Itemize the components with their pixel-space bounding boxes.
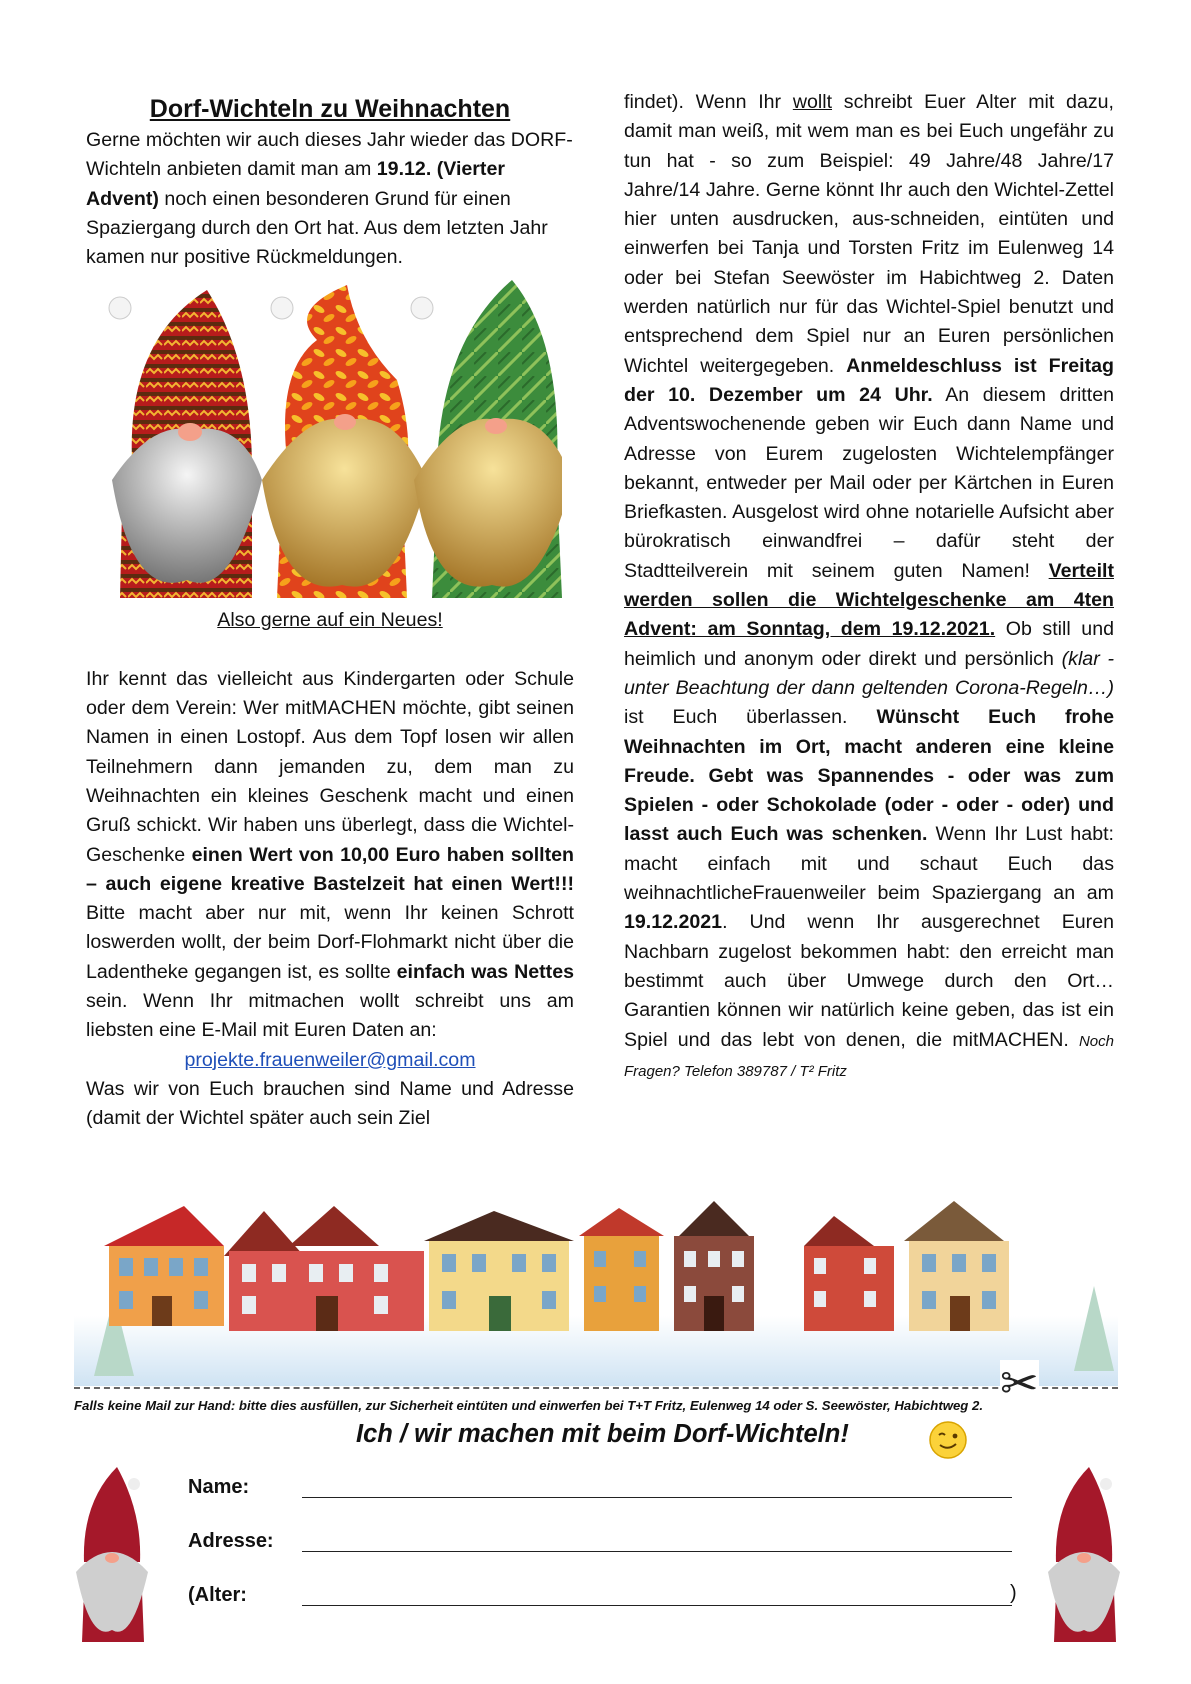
left-column bbox=[86, 92, 574, 1134]
village-illustration bbox=[74, 1196, 1118, 1386]
age-label: (Alter: bbox=[188, 1584, 247, 1606]
body-right-paragraph bbox=[624, 88, 1114, 1086]
corona-note: (klar - unter Beachtung der dann geltenden Corona-Regeln…) bbox=[624, 647, 1114, 699]
intro-advent: (Vierter Advent) bbox=[86, 158, 505, 210]
contact-phone: Noch Fragen? Telefon 389787 / T² Fritz bbox=[624, 1032, 1114, 1080]
cut-line bbox=[74, 1387, 1118, 1389]
right-text-1: findet). Wenn Ihr bbox=[624, 91, 793, 113]
name-field[interactable] bbox=[302, 1496, 1012, 1498]
deadline-text: Anmeldeschluss ist Freitag der 10. Dezember um 24 Uhr. bbox=[624, 354, 1114, 406]
caption: Also gerne auf ein Neues! bbox=[217, 609, 443, 632]
winking-smiley-icon bbox=[928, 1420, 968, 1460]
right-column bbox=[624, 88, 1114, 1086]
right-underlined-wollt: wollt bbox=[792, 91, 833, 113]
body-left-bold-nettes: einfach was Nettes bbox=[396, 960, 574, 983]
gnome-orange bbox=[262, 285, 427, 598]
body-left-text-1: Ihr kennt das vielleicht aus Kindergarten oder Schule oder dem Verein: Wer mitMACHEN möchte, gibt seinen Namen in einen Lostopf. Aus dem Topf losen wir allen Teilnehmern dann jemanden zu, dem man zu Weihnachten ein kleines Geschenk macht und einen Gruß schickt. Wir haben uns überlegt, dass die Wichtel-Geschenke bbox=[86, 667, 574, 866]
right-text-4: Ob still und heimlich und anonym oder direkt und persönlich bbox=[624, 618, 1114, 670]
right-text-7: . Und wenn Ihr ausgerechnet Euren Nachbarn zugelost bekommen habt: den erreicht man bestimmt auch über Umwege durch den Ort… Garantien können wir natürlich keine geben, das ist ein Spiel und das lebt von denen, die mitMACHEN. bbox=[624, 911, 1114, 1051]
gnome-green bbox=[411, 280, 562, 598]
address-field[interactable] bbox=[302, 1550, 1012, 1552]
intro-text-d: noch einen besonderen Grund für einen Spaziergang durch den Ort hat. Aus dem letzten Jahr kamen nur positive Rückmeldungen. bbox=[86, 187, 548, 269]
age-close-paren: ) bbox=[1010, 1582, 1017, 1604]
gnome-red bbox=[109, 290, 262, 598]
intro-text-a: Gerne möchten wir auch dieses Jahr wieder das DORF-Wichteln anbieten damit man am bbox=[86, 129, 573, 181]
cut-note: Falls keine Mail zur Hand: bitte dies ausfüllen, zur Sicherheit eintüten und einwerfen bei T+T Fritz, Eulenweg 14 oder S. Seewöster, Habichtweg 2. bbox=[74, 1398, 984, 1413]
gnome-illustration bbox=[86, 280, 574, 598]
right-text-5: ist Euch überlassen. bbox=[624, 706, 877, 729]
body-left-last: Was wir von Euch brauchen sind Name und Adresse (damit der Wichtel später auch sein Ziel bbox=[86, 1077, 574, 1130]
body-left-bold-value: einen Wert von 10,00 Euro haben sollten – auch eigene kreative Bastelzeit hat einen Wert!!! bbox=[86, 843, 574, 895]
age-field[interactable] bbox=[302, 1604, 1012, 1606]
address-label: Adresse: bbox=[188, 1530, 274, 1552]
wishes-text: Wünscht Euch frohe Weihnachten im Ort, macht anderen eine kleine Freude. Gebt was Spannendes - oder was zum Spielen - oder Schokolade (oder - oder - oder) und lasst auch Euch was schenken. bbox=[624, 706, 1114, 846]
page-title: Dorf-Wichteln zu Weihnachten bbox=[149, 95, 511, 123]
body-left-paragraph bbox=[86, 665, 574, 1046]
right-text-2: schreibt Euer Alter mit dazu, damit man weiß, mit wem man es bei Euch ungefähr zu tun hat - so zum Beispiel: 49 Jahre/48 Jahre/17 Jahre/14 Jahre. Gerne könnt Ihr auch den Wichtel-Zettel hier unten ausdrucken, aus-schneiden, eintüten und einwerfen bei Tanja und Torsten Fritz im Eulenweg 14 oder bei Stefan Seewöster im Habichtweg 2. Daten werden natürlich nur für das Wichtel-Spiel benutzt und entsprechend dem Spiel nur an Euren persönlichen Wichtel weitergegeben. bbox=[624, 91, 1114, 377]
body-left-text-2: Bitte macht aber nur mit, wenn Ihr keinen Schrott loswerden wollt, der beim Dorf-Flohmarkt nicht über die Ladentheke gegangen ist, es sollte bbox=[86, 902, 574, 983]
form-title: Ich / wir machen mit beim Dorf-Wichteln! bbox=[356, 1420, 849, 1448]
body-left-text-3: sein. Wenn Ihr mitmachen wollt schreibt uns am liebsten eine E-Mail mit Euren Daten an: bbox=[86, 990, 574, 1042]
distribution-date-text: Verteilt werden sollen die Wichtelgeschenke am 4ten Advent: am Sonntag, dem 19.12.2021. bbox=[624, 559, 1114, 641]
email-link[interactable]: projekte.frauenweiler@gmail.com bbox=[184, 1048, 476, 1071]
right-text-6: Wenn Ihr Lust habt: macht einfach mit und schaut Euch das weihnachtlicheFrauenweiler beim Spaziergang an am bbox=[624, 823, 1114, 905]
gnome-icon-right bbox=[1044, 1462, 1124, 1642]
name-label: Name: bbox=[188, 1476, 250, 1498]
intro-paragraph bbox=[86, 126, 574, 272]
walk-date: 19.12.2021 bbox=[624, 911, 723, 934]
gnome-icon-left bbox=[72, 1462, 152, 1642]
intro-date: 19.12. bbox=[376, 158, 432, 181]
right-text-3: An diesem dritten Adventswochenende geben wir Euch dann Name und Adresse von Eurem zugelosten Wichtelempfänger bekannt, entweder per Mail oder per Kärtchen in Euren Briefkasten. Ausgelost wird ohne notarielle Aufsicht aber bürokratisch einwandfrei – dafür steht der Stadtteilverein mit seinem guten Namen! bbox=[624, 383, 1114, 582]
scissors-icon: ✂ bbox=[1000, 1357, 1039, 1409]
